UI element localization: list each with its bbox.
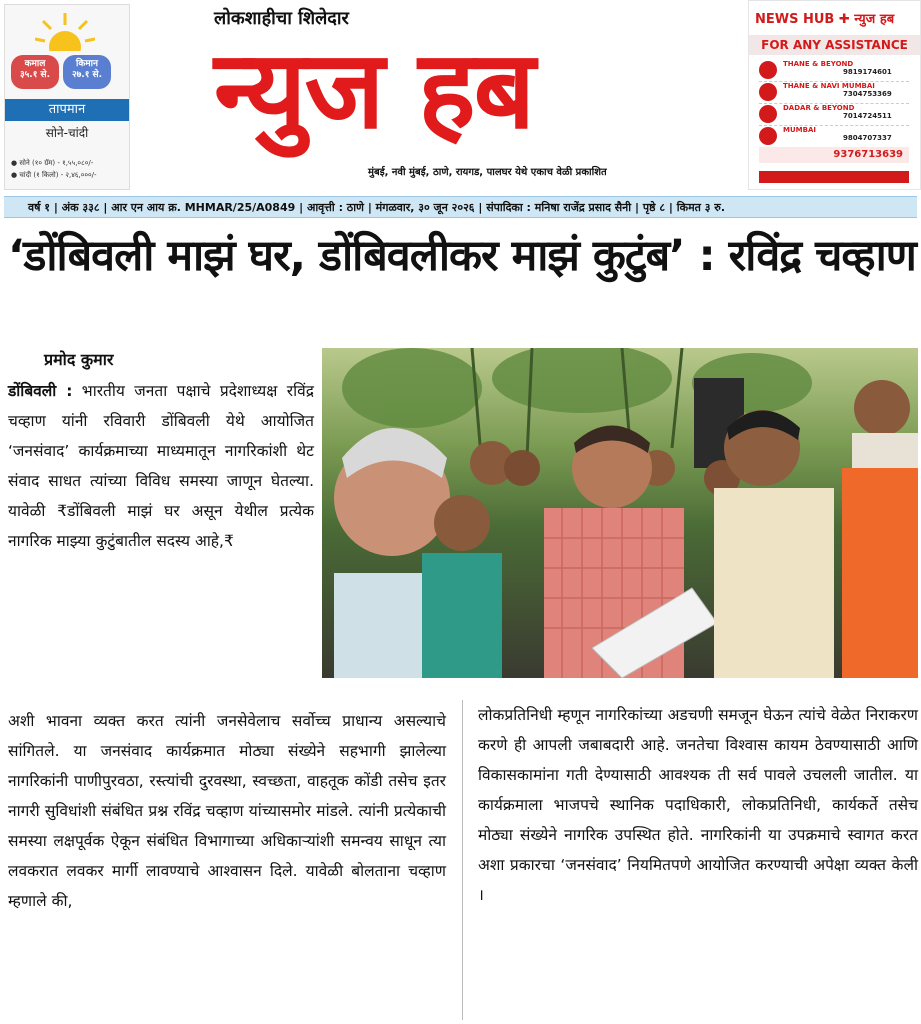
assistance-ad xyxy=(748,0,921,190)
article-column-1-bottom: अशी भावना व्यक्त करत त्यांनी जनसेवेलाच सर्वोच्च प्राधान्य असल्याचे सांगितले. या जनसंवाद कार्यक्रमात मोठ्या संख्येने सहभागी झालेल्या नागरिकांनी पाणीपुरवठा, रस्त्यांची दुरवस्था, स्वच्छता, वाहतूक कोंडी तसेच इतर नागरी सुविधांशी संबंधित प्रश्न रविंद्र चव्हाण यांच्यासमोर मांडले. त्यांनी प्रत्येकाची समस्या लक्षपूर्वक ऐकून संबंधित विभागाच्या अधिकाऱ्यांशी समन्वय साधून त्या लवकरात लवकर मार्गी लावण्याचे आश्वासन दिले. यावेळी बोलताना चव्हाण म्हणाले की, xyxy=(8,712,446,910)
tapman-label: तापमान xyxy=(5,99,129,121)
ad-helpline: 9376713639 xyxy=(759,147,909,163)
ad-contact-city: DADAR & BEYOND xyxy=(783,104,855,112)
weather-box xyxy=(4,4,130,190)
article-byline: प्रमोद कुमार xyxy=(44,350,114,369)
ad-footer-strip xyxy=(759,171,909,183)
silver-rate: ● चांदी (१ किलो) - २,४६,०००/- xyxy=(11,171,97,179)
ad-brand: NEWS HUB ✚ न्युज हब xyxy=(755,12,895,27)
ad-contact-phone: 9819174601 xyxy=(843,68,892,76)
ad-contact-row xyxy=(759,81,909,104)
article-column-2: लोकप्रतिनिधी म्हणून नागरिकांच्या अडचणी समजून घेऊन त्यांचे वेळेत निराकरण करणे ही आपली जबाबदारी आहे. जनतेचा विश्वास कायम ठेवण्यासाठी आणि विकासकामांना गती देण्यासाठी आवश्यक ती सर्व पावले उचलली जातील. या कार्यक्रमाला भाजपचे स्थानिक पदाधिकारी, लोकप्रतिनिधी, कार्यकर्ते तसेच मोठ्या संख्येने नागरिक उपस्थित होते. नागरिकांनी या उपक्रमाचे स्वागत करत अशा प्रकारचा ‘जनसंवाद’ नियमितपणे आयोजित करण्याची अपेक्षा व्यक्त केली । xyxy=(478,706,918,904)
ad-assistance-heading: FOR ANY ASSISTANCE xyxy=(749,35,920,55)
ad-contact-phone: 9804707337 xyxy=(843,134,892,142)
ad-contact-phone: 7014724511 xyxy=(843,112,892,120)
article-paragraph: भारतीय जनता पक्षाचे प्रदेशाध्यक्ष रविंद्र चव्हाण यांनी रविवारी डोंबिवली येथे आयोजित ‘जनसंवाद’ कार्यक्रमाच्या माध्यमातून नागरिकांशी थेट संवाद साधत त्यांच्या विविध समस्या जाणून घेतल्या. यावेळी ₹डोंबिवली माझं घर असून येथील प्रत्येक नागरिक माझ्या कुटुंबातील सदस्य आहे,₹ xyxy=(8,382,314,550)
article-photo xyxy=(322,348,918,678)
tagline: लोकशाहीचा शिलेदार xyxy=(214,8,349,29)
ad-contact-phone: 7304753369 xyxy=(843,90,892,98)
article-dateline: डोंबिवली : xyxy=(8,382,73,400)
column-divider xyxy=(462,700,463,1020)
max-temp-value: ३५.१ से. xyxy=(19,70,51,80)
ad-contact-city: THANE & NAVI MUMBAI xyxy=(783,82,875,90)
ad-contact-city: MUMBAI xyxy=(783,126,816,134)
article-column-1-top xyxy=(8,376,314,556)
location-icon xyxy=(759,83,777,101)
gold-rate: ● सोने (१० ग्रॅम) - १,५५,०८०/- xyxy=(11,159,94,167)
ad-contact-city: THANE & BEYOND xyxy=(783,60,854,68)
min-temp-badge xyxy=(63,55,111,89)
edition-line: मुंबई, नवी मुंबई, ठाणे, रायगड, पालघर येथे एकाच वेळी प्रकाशित xyxy=(368,167,607,178)
people-photo-illustration xyxy=(322,348,918,678)
max-temp-label: कमाल xyxy=(24,59,46,69)
sone-chandi-label: सोने-चांदी xyxy=(45,126,89,140)
issue-info-bar: वर्ष १ | अंक ३३८ | आर एन आय क्र. MHMAR/25/A0849 | आवृत्ती : ठाणे | मंगळवार, ३० जून २०२६ | संपादिका : मनिषा राजेंद्र प्रसाद सैनी | पृष्ठे ८ | किमत ३ रु. xyxy=(4,196,917,218)
ad-contact-row xyxy=(759,103,909,126)
ad-contact-row xyxy=(759,59,909,82)
sun-icon xyxy=(35,11,95,51)
location-icon xyxy=(759,61,777,79)
max-temp-badge xyxy=(11,55,59,89)
location-icon xyxy=(759,105,777,123)
paper-name-logo: न्युज हब xyxy=(214,28,534,153)
location-icon xyxy=(759,127,777,145)
article-headline: ‘डोंबिवली माझं घर, डोंबिवलीकर माझं कुटुंब’ : रविंद्र चव्हाण xyxy=(8,231,916,281)
min-temp-value: २७.१ से. xyxy=(71,70,103,80)
min-temp-label: किमान xyxy=(76,59,98,69)
ad-contact-row xyxy=(759,125,909,148)
